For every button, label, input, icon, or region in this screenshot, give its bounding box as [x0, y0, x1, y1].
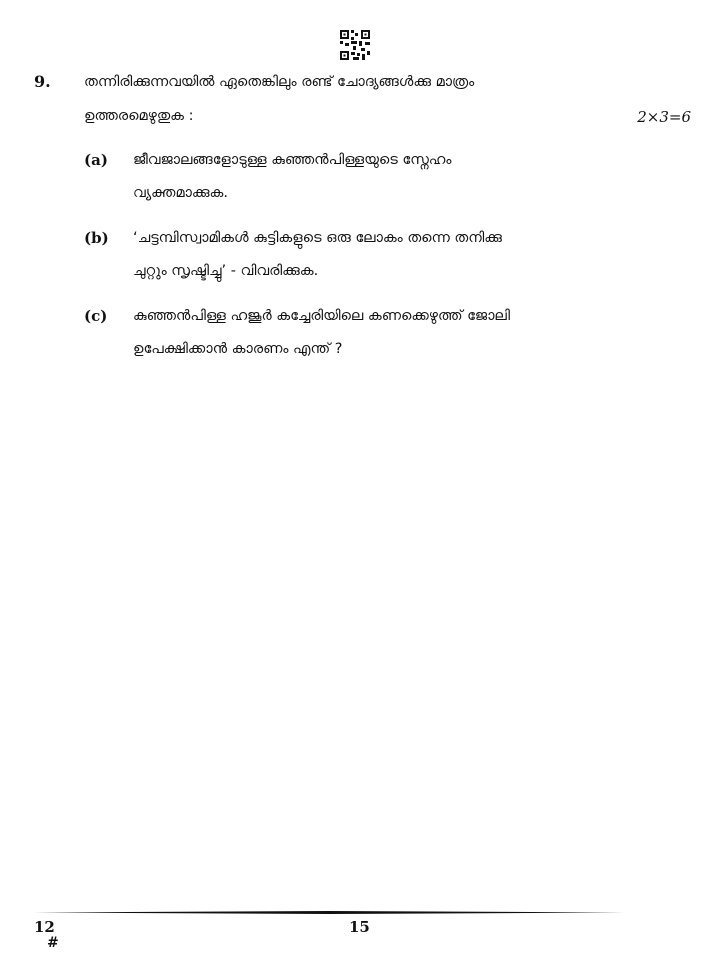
- part-a-text: ജീവജാലങ്ങളോടുള്ള കുഞ്ഞൻപിള്ളയുടെ സ്നേഹം: [133, 152, 452, 168]
- footer-divider: [34, 911, 624, 914]
- part-a-text-continued: വ്യക്തമാക്കുക.: [133, 185, 228, 201]
- part-a-label: (a): [84, 151, 108, 169]
- footer-code: 12: [34, 918, 55, 936]
- marks-allocation: 2×3=6: [637, 108, 691, 126]
- part-c-text-continued: ഉപേക്ഷിക്കാൻ കാരണം എന്ത് ?: [133, 341, 343, 357]
- question-instruction-continued: ഉത്തരമെഴുതുക :: [84, 108, 194, 124]
- footer-symbol: #: [47, 935, 59, 951]
- qr-code-icon: [339, 29, 371, 61]
- part-b-label: (b): [84, 229, 109, 247]
- part-c-text: കുഞ്ഞൻപിള്ള ഹജൂർ കച്ചേരിയിലെ കണക്കെഴുത്ത് ജോലി: [133, 308, 510, 324]
- question-instruction: തന്നിരിക്കുന്നവയിൽ ഏതെങ്കിലും രണ്ട് ചോദ്യങ്ങൾക്കു മാത്രം: [84, 74, 475, 90]
- part-b-text: ‘ചട്ടമ്പിസ്വാമികൾ കുട്ടികളുടെ ഒരു ലോകം തന്നെ തനിക്കു: [133, 230, 502, 246]
- part-b-text-continued: ചുറ്റും സൃഷ്ടിച്ചു’ - വിവരിക്കുക.: [133, 263, 319, 279]
- question-number: 9.: [34, 72, 51, 91]
- page-number: 15: [349, 918, 370, 936]
- part-c-label: (c): [84, 307, 108, 325]
